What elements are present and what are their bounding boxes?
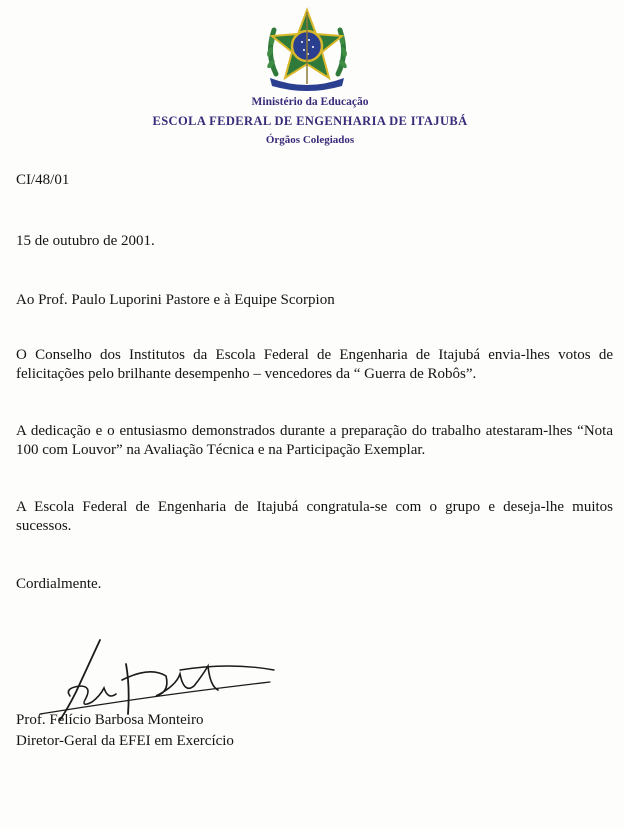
reference-number: CI/48/01 [16,172,70,188]
signature-block [16,710,234,752]
department-heading: Órgãos Colegiados [265,134,355,146]
paragraph-congratulations: O Conselho dos Institutos da Escola Federal de Engenharia de Itajubá envia-lhes votos de felicitações pelo brilhante desempenho – vencedores da “ Guerra de Robôs”. [16,347,613,382]
closing: Cordialmente. [16,576,102,592]
ministry-heading: Ministério da Educação [251,96,369,108]
coat-of-arms-seal [262,4,352,92]
addressee: Ao Prof. Paulo Luporini Pastore e à Equipe Scorpion [16,292,335,308]
signatory-name: Prof. Felício Barbosa Monteiro [16,712,204,728]
letter-date: 15 de outubro de 2001. [16,233,155,249]
signatory-title: Diretor-Geral da EFEI em Exercício [16,733,234,749]
paragraph-wishes: A Escola Federal de Engenharia de Itajubá congratula-se com o grupo e deseja-lhe muitos sucessos. [16,499,613,534]
school-heading: ESCOLA FEDERAL DE ENGENHARIA DE ITAJUBÁ [152,114,468,128]
paragraph-dedication: A dedicação e o entusiasmo demonstrados durante a preparação do trabalho atestaram-lhes “Nota 100 com Louvor” na Avaliação Técnica e na Participação Exemplar. [16,423,613,458]
